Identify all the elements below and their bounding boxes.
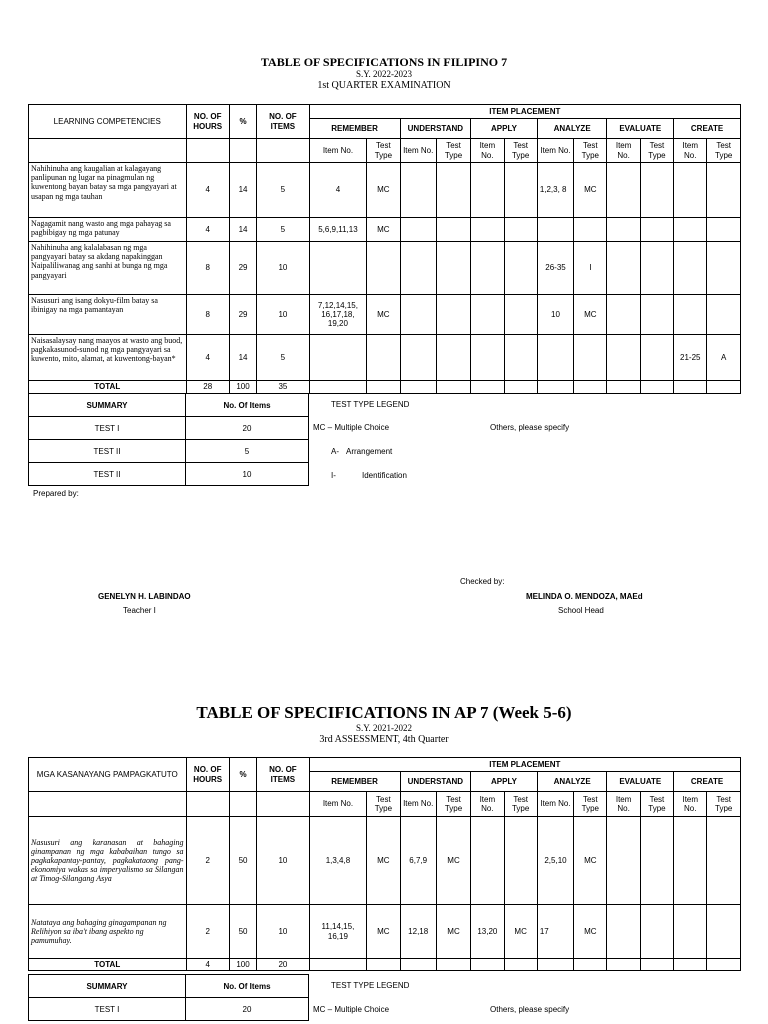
understand-type-cell — [436, 163, 470, 218]
percent-cell: 14 — [229, 218, 256, 242]
understand-item-cell — [400, 335, 436, 381]
understand-header: UNDERSTAND — [400, 119, 471, 139]
hours-cell: 8 — [186, 295, 229, 335]
create-type-cell — [707, 242, 741, 295]
understand-type-cell — [436, 242, 470, 295]
table-row — [29, 295, 741, 335]
evaluate-type-cell — [640, 905, 673, 959]
evaluate-type-cell — [640, 163, 673, 218]
understand-item-cell: 12,18 — [400, 905, 436, 959]
remember-type-cell — [367, 335, 400, 381]
test-type-header: Test Type — [504, 792, 537, 817]
analyze-item-cell: 17 — [537, 905, 573, 959]
items-cell: 10 — [257, 817, 310, 905]
understand-item-cell — [400, 218, 436, 242]
total-row — [29, 959, 741, 971]
hours-cell: 4 — [186, 163, 229, 218]
create-type-cell — [707, 218, 741, 242]
analyze-type-cell — [574, 218, 607, 242]
apply-item-cell — [471, 295, 504, 335]
understand-type-cell: MC — [436, 817, 470, 905]
apply-item-cell — [471, 218, 504, 242]
evaluate-header: EVALUATE — [607, 772, 674, 792]
test-type-header: Test Type — [367, 139, 400, 163]
understand-item-cell — [400, 242, 436, 295]
teacher-title: Teacher I — [123, 606, 156, 615]
test-type-legend-title: TEST TYPE LEGEND — [331, 400, 410, 409]
items-cell: 10 — [257, 242, 310, 295]
doc1-school-year: S.Y. 2022-2023 — [355, 69, 413, 79]
apply-type-cell — [504, 242, 537, 295]
item-no-header: Item No. — [471, 792, 504, 817]
analyze-item-cell — [537, 335, 573, 381]
doc2-summary-table — [28, 974, 309, 1021]
summary-test-items: 20 — [186, 998, 309, 1021]
apply-type-cell: MC — [504, 905, 537, 959]
remember-type-cell: MC — [367, 218, 400, 242]
hours-cell: 2 — [186, 817, 229, 905]
item-no-header: Item No. — [471, 139, 504, 163]
analyze-type-cell — [574, 335, 607, 381]
test-type-header: Test Type — [574, 792, 607, 817]
evaluate-item-cell — [607, 163, 640, 218]
item-no-header: Item No. — [537, 792, 573, 817]
summary-test-items: 20 — [186, 417, 309, 440]
table-row — [29, 242, 741, 295]
remember-header: REMEMBER — [309, 772, 400, 792]
create-type-cell: A — [707, 335, 741, 381]
teacher-name: GENELYN H. LABINDAO — [98, 592, 191, 601]
item-no-header: Item No. — [674, 139, 707, 163]
create-item-cell — [674, 905, 707, 959]
apply-type-cell — [504, 163, 537, 218]
test-type-header: Test Type — [707, 139, 741, 163]
evaluate-item-cell — [607, 242, 640, 295]
remember-type-cell: MC — [367, 817, 400, 905]
summary-test-label: TEST II — [29, 440, 186, 463]
competencies-header: MGA KASANAYANG PAMPAGKATUTO — [29, 758, 187, 792]
understand-type-cell — [436, 218, 470, 242]
table-row — [29, 335, 741, 381]
analyze-type-cell: MC — [574, 163, 607, 218]
percent-header: % — [229, 758, 256, 792]
evaluate-type-cell — [640, 335, 673, 381]
prepared-by-label: Prepared by: — [33, 489, 79, 498]
analyze-type-cell: I — [574, 242, 607, 295]
percent-cell: 29 — [229, 242, 256, 295]
legend-i-key: I- — [331, 471, 336, 480]
items-header: NO. OF ITEMS — [257, 105, 310, 139]
item-placement-header: ITEM PLACEMENT — [309, 105, 740, 119]
apply-header: APPLY — [471, 119, 538, 139]
create-type-cell — [707, 295, 741, 335]
total-hours: 28 — [186, 381, 229, 394]
legend-others: Others, please specify — [490, 423, 570, 432]
evaluate-type-cell — [640, 242, 673, 295]
evaluate-item-cell — [607, 295, 640, 335]
table-row — [29, 218, 741, 242]
create-item-cell — [674, 242, 707, 295]
doc2-school-year: S.Y. 2021-2022 — [355, 723, 413, 733]
evaluate-item-cell — [607, 218, 640, 242]
understand-item-cell — [400, 163, 436, 218]
table-row — [29, 817, 741, 905]
remember-item-cell — [309, 242, 367, 295]
total-label: TOTAL — [29, 381, 187, 394]
percent-cell: 50 — [229, 817, 256, 905]
percent-cell: 14 — [229, 335, 256, 381]
school-head-name: MELINDA O. MENDOZA, MAEd — [526, 592, 643, 601]
table-row — [29, 905, 741, 959]
understand-type-cell — [436, 335, 470, 381]
percent-cell: 29 — [229, 295, 256, 335]
legend-a-key: A- — [331, 447, 339, 456]
create-item-cell — [674, 163, 707, 218]
items-cell: 10 — [257, 905, 310, 959]
no-of-items-header: No. Of Items — [186, 394, 309, 417]
create-item-cell — [674, 817, 707, 905]
doc2-title: TABLE OF SPECIFICATIONS IN AP 7 (Week 5-6) — [196, 703, 572, 722]
competencies-header: LEARNING COMPETENCIES — [29, 105, 187, 139]
summary-header: SUMMARY — [29, 975, 186, 998]
test-type-legend-title: TEST TYPE LEGEND — [331, 981, 410, 990]
doc2-exam-label: 3rd ASSESSMENT, 4th Quarter — [319, 734, 449, 745]
doc1-title: TABLE OF SPECIFICATIONS IN FILIPINO 7 — [260, 55, 508, 69]
test-type-header: Test Type — [436, 139, 470, 163]
apply-item-cell — [471, 242, 504, 295]
apply-item-cell — [471, 335, 504, 381]
total-row — [29, 381, 741, 394]
legend-mc: MC – Multiple Choice — [313, 1005, 390, 1014]
remember-type-cell — [367, 242, 400, 295]
remember-type-cell: MC — [367, 905, 400, 959]
items-cell: 5 — [257, 163, 310, 218]
remember-item-cell: 1,3,4,8 — [309, 817, 367, 905]
create-type-cell — [707, 163, 741, 218]
legend-others: Others, please specify — [490, 1005, 570, 1014]
item-no-header: Item No. — [607, 139, 640, 163]
total-hours: 4 — [186, 959, 229, 971]
create-type-cell — [707, 817, 741, 905]
create-item-cell: 21-25 — [674, 335, 707, 381]
analyze-header: ANALYZE — [537, 119, 607, 139]
test-type-header: Test Type — [436, 792, 470, 817]
remember-item-cell: 5,6,9,11,13 — [309, 218, 367, 242]
create-header: CREATE — [674, 772, 741, 792]
doc1-tos-table — [28, 104, 741, 394]
items-cell: 5 — [257, 218, 310, 242]
total-percent: 100 — [229, 381, 256, 394]
hours-cell: 4 — [186, 335, 229, 381]
evaluate-header: EVALUATE — [607, 119, 674, 139]
test-type-header: Test Type — [574, 139, 607, 163]
summary-test-items: 5 — [186, 440, 309, 463]
apply-type-cell — [504, 335, 537, 381]
evaluate-type-cell — [640, 218, 673, 242]
summary-header: SUMMARY — [29, 394, 186, 417]
analyze-item-cell: 10 — [537, 295, 573, 335]
test-type-header: Test Type — [640, 792, 673, 817]
analyze-item-cell — [537, 218, 573, 242]
test-type-header: Test Type — [367, 792, 400, 817]
remember-item-cell: 7,12,14,15, 16,17,18, 19,20 — [309, 295, 367, 335]
analyze-type-cell: MC — [574, 905, 607, 959]
percent-cell: 14 — [229, 163, 256, 218]
remember-item-cell: 11,14,15, 16,19 — [309, 905, 367, 959]
apply-header: APPLY — [471, 772, 538, 792]
items-cell: 5 — [257, 335, 310, 381]
remember-type-cell: MC — [367, 163, 400, 218]
understand-item-cell: 6,7,9 — [400, 817, 436, 905]
understand-type-cell: MC — [436, 905, 470, 959]
competency-cell: Nagagamit nang wasto ang mga pahayag sa pagbibigay ng mga patunay — [29, 218, 187, 242]
analyze-type-cell: MC — [574, 295, 607, 335]
apply-type-cell — [504, 295, 537, 335]
understand-item-cell — [400, 295, 436, 335]
hours-cell: 2 — [186, 905, 229, 959]
total-items: 35 — [257, 381, 310, 394]
summary-test-label: TEST I — [29, 417, 186, 440]
table-row — [29, 163, 741, 218]
apply-type-cell — [504, 817, 537, 905]
hours-cell: 8 — [186, 242, 229, 295]
competency-cell: Nasusuri ang karanasan at bahaging ginampanan ng mga kababaihan tungo sa pagkakapantay-pantay, pagkakataong pang-ekonomiya wakas sa imperyalismo sa Silangan at Timog-Silangang Asya — [29, 817, 187, 905]
apply-item-cell — [471, 163, 504, 218]
competency-cell: Nahihinuha ang kaugalian at kalagayang panlipunan ng lugar na pinagmulan ng kuwentong bayan batay sa mga pangyayari at usapan ng mga tauhan — [29, 163, 187, 218]
items-header: NO. OF ITEMS — [257, 758, 310, 792]
percent-header: % — [229, 105, 256, 139]
apply-type-cell — [504, 218, 537, 242]
analyze-type-cell: MC — [574, 817, 607, 905]
summary-test-label: TEST II — [29, 463, 186, 486]
apply-item-cell: 13,20 — [471, 905, 504, 959]
legend-mc: MC – Multiple Choice — [313, 423, 390, 432]
remember-item-cell: 4 — [309, 163, 367, 218]
item-placement-header: ITEM PLACEMENT — [309, 758, 740, 772]
evaluate-item-cell — [607, 817, 640, 905]
analyze-item-cell: 26-35 — [537, 242, 573, 295]
items-cell: 10 — [257, 295, 310, 335]
remember-item-cell — [309, 335, 367, 381]
create-item-cell — [674, 218, 707, 242]
item-no-header: Item No. — [309, 139, 367, 163]
percent-cell: 50 — [229, 905, 256, 959]
item-no-header: Item No. — [400, 792, 436, 817]
school-head-title: School Head — [558, 606, 604, 615]
understand-header: UNDERSTAND — [400, 772, 471, 792]
evaluate-type-cell — [640, 817, 673, 905]
competency-cell: Nasusuri ang isang dokyu-film batay sa ibinigay na mga pamantayan — [29, 295, 187, 335]
understand-type-cell — [436, 295, 470, 335]
item-no-header: Item No. — [537, 139, 573, 163]
item-no-header: Item No. — [674, 792, 707, 817]
apply-item-cell — [471, 817, 504, 905]
doc2-tos-table — [28, 757, 741, 971]
legend-a-value: Arrangement — [346, 447, 393, 456]
create-item-cell — [674, 295, 707, 335]
item-no-header: Item No. — [607, 792, 640, 817]
hours-header: NO. OF HOURS — [186, 105, 229, 139]
analyze-item-cell: 1,2,3, 8 — [537, 163, 573, 218]
remember-type-cell: MC — [367, 295, 400, 335]
remember-header: REMEMBER — [309, 119, 400, 139]
test-type-header: Test Type — [707, 792, 741, 817]
competency-cell: Natataya ang bahaging ginagampanan ng Relihiyon sa iba't ibang aspekto ng pamumuhay. — [29, 905, 187, 959]
doc1-exam-label: 1st QUARTER EXAMINATION — [317, 80, 451, 91]
legend-i-value: Identification — [362, 471, 407, 480]
total-percent: 100 — [229, 959, 256, 971]
checked-by-label: Checked by: — [460, 577, 505, 586]
evaluate-type-cell — [640, 295, 673, 335]
evaluate-item-cell — [607, 335, 640, 381]
hours-cell: 4 — [186, 218, 229, 242]
create-header: CREATE — [674, 119, 741, 139]
total-label: TOTAL — [29, 959, 187, 971]
hours-header: NO. OF HOURS — [186, 758, 229, 792]
evaluate-item-cell — [607, 905, 640, 959]
competency-cell: Naisasalaysay nang maayos at wasto ang buod, pagkakasunod-sunod ng mga pangyayari sa kuwento, mito, alamat, at kuwentong-bayan* — [29, 335, 187, 381]
create-type-cell — [707, 905, 741, 959]
analyze-header: ANALYZE — [537, 772, 607, 792]
no-of-items-header: No. Of Items — [186, 975, 309, 998]
item-no-header: Item No. — [309, 792, 367, 817]
competency-cell: Nahihinuha ang kalalabasan ng mga pangyayari batay sa akdang napakinggan Naipaliliwanag ang sanhi at bunga ng mga pangyayari — [29, 242, 187, 295]
test-type-header: Test Type — [504, 139, 537, 163]
item-no-header: Item No. — [400, 139, 436, 163]
analyze-item-cell: 2,5,10 — [537, 817, 573, 905]
summary-test-items: 10 — [186, 463, 309, 486]
total-items: 20 — [257, 959, 310, 971]
doc1-summary-table — [28, 393, 309, 486]
test-type-header: Test Type — [640, 139, 673, 163]
summary-test-label: TEST I — [29, 998, 186, 1021]
